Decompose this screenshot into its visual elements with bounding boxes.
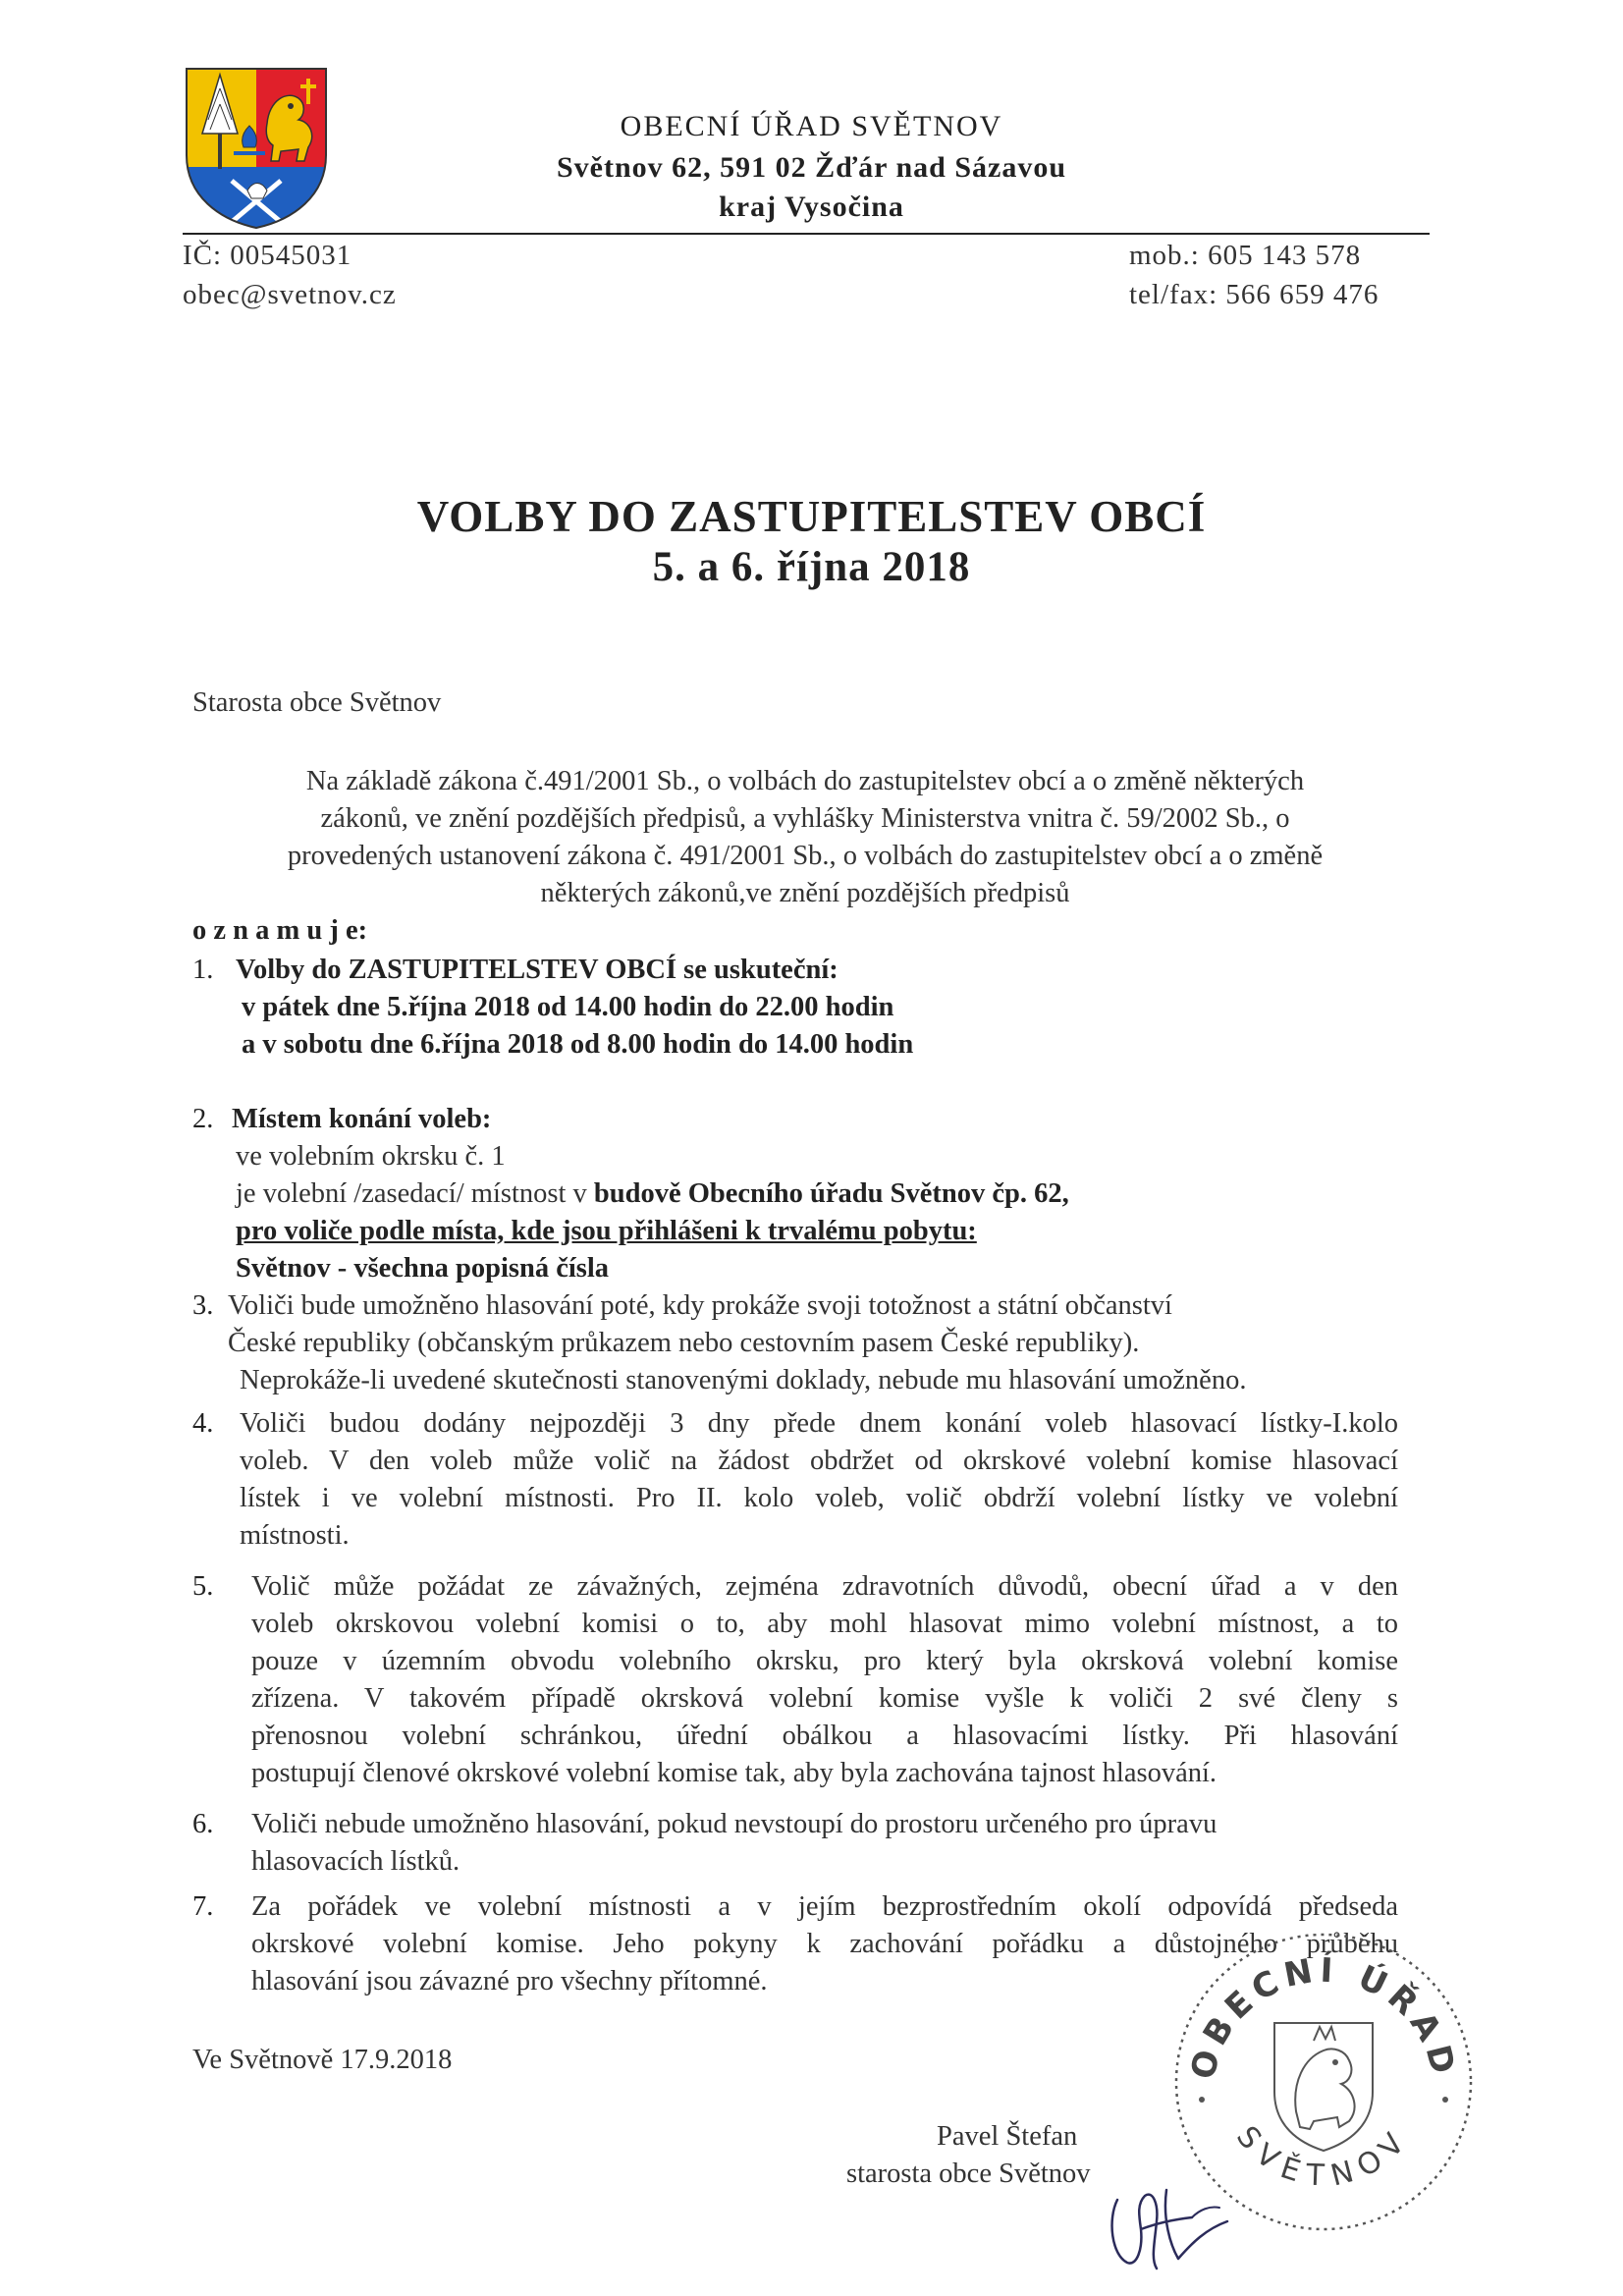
- item-2-line: pro voliče podle místa, kde jsou přihlášeni k trvalému pobytu:: [236, 1216, 977, 1246]
- mobile-number: mob.: 605 143 578: [1129, 240, 1362, 271]
- seal-text-top: OBECNÍ ÚŘAD: [1183, 1950, 1464, 2084]
- item-number: 7.: [192, 1891, 214, 1922]
- signatory-role: starosta obce Světnov: [846, 2159, 1091, 2189]
- item-5-line: voleb okrskovou volební komisi o to, aby mohl hlasovat mimo volební místnost, a to: [251, 1609, 1398, 1639]
- place-date: Ve Světnově 17.9.2018: [192, 2045, 453, 2075]
- intro-line: Na základě zákona č.491/2001 Sb., o volbách do zastupitelstev obcí a o změně některých: [305, 766, 1305, 796]
- intro-line: některých zákonů,ve znění pozdějších předpisů: [540, 878, 1070, 908]
- item-2-line: Světnov - všechna popisná čísla: [236, 1253, 610, 1284]
- item-number: 2.: [192, 1104, 214, 1134]
- item-6-line: hlasovacích lístků.: [251, 1846, 460, 1877]
- office-name: OBECNÍ ÚŘAD SVĚTNOV: [620, 110, 1003, 142]
- item-number: 6.: [192, 1809, 214, 1839]
- item-4-line: Voliči budou dodány nejpozději 3 dny přede dnem konání voleb hlasovací lístky-I.kolo: [240, 1408, 1398, 1439]
- item-4-line: voleb. V den voleb může volič na žádost obdržet od okrskové volební komise hlasovací: [240, 1446, 1398, 1476]
- item-7-line: Za pořádek ve volební místnosti a v jejím bezprostředním okolí odpovídá předseda: [251, 1891, 1398, 1922]
- item-2-line: [236, 1178, 1069, 1210]
- item-2-line: Místem konání voleb:: [232, 1104, 492, 1134]
- item-1-line: v pátek dne 5.října 2018 od 14.00 hodin do 22.00 hodin: [242, 992, 894, 1022]
- item-5-line: Volič může požádat ze závažných, zejména zdravotních důvodů, obecní úřad a v den: [251, 1571, 1398, 1602]
- item-7-line: okrskové volební komise. Jeho pokyny k zachování pořádku a důstojného průběhu: [251, 1929, 1398, 1959]
- header-divider: [183, 233, 1430, 235]
- intro-line: zákonů, ve znění pozdějších předpisů, a vyhlášky Ministerstva vnitra č. 59/2002 Sb., o: [320, 803, 1290, 834]
- item-7-line: hlasování jsou závazné pro všechny přítomné.: [251, 1966, 768, 1996]
- tel-fax-number: tel/fax: 566 659 476: [1129, 279, 1380, 310]
- item-4-line: místnosti.: [240, 1520, 350, 1551]
- signatory-name: Pavel Štefan: [937, 2121, 1078, 2152]
- salutation: Starosta obce Světnov: [192, 687, 442, 718]
- item-3-line: Neprokáže-li uvedené skutečnosti stanovenými doklady, nebude mu hlasování umožněno.: [240, 1365, 1247, 1395]
- item-5-line: pouze v územním obvodu volebního okrsku, pro který byla okrsková volební komise: [251, 1646, 1398, 1676]
- item-number: 4.: [192, 1408, 214, 1439]
- item-2-line: ve volebním okrsku č. 1: [236, 1141, 506, 1172]
- document-title: VOLBY DO ZASTUPITELSTEV OBCÍ: [416, 492, 1207, 541]
- seal-text-bottom: SVĚTNOV: [1229, 2119, 1418, 2194]
- item-number: 5.: [192, 1571, 214, 1602]
- item-1-line: Volby do ZASTUPITELSTEV OBCÍ se uskuteční:: [236, 955, 839, 985]
- svg-text:OBECNÍ ÚŘAD: [1183, 1950, 1464, 2084]
- item-4-line: lístek i ve volební místnosti. Pro II. kolo voleb, volič obdrží volební lístky ve volební: [240, 1483, 1398, 1513]
- item-6-line: Voliči nebude umožněno hlasování, pokud nevstoupí do prostoru určeného pro úpravu: [251, 1809, 1217, 1839]
- svg-text:SVĚTNOV: [1229, 2120, 1418, 2194]
- item-5-line: zřízena. V takovém případě okrsková volební komise vyšle k voliči 2 své členy s: [251, 1683, 1398, 1714]
- item-5-line: přenosnou volební schránkou, úřední obálkou a hlasovacími lístky. Při hlasování: [251, 1721, 1398, 1751]
- email-address: obec@svetnov.cz: [183, 279, 397, 310]
- item-3-line: Voliči bude umožněno hlasování poté, kdy prokáže svoji totožnost a státní občanství: [228, 1290, 1172, 1321]
- item-1-line: a v sobotu dne 6.října 2018 od 8.00 hodin do 14.00 hodin: [242, 1029, 914, 1060]
- item-3-line: České republiky (občanským průkazem nebo cestovním pasem České republiky).: [228, 1328, 1140, 1358]
- election-dates: 5. a 6. října 2018: [652, 544, 971, 590]
- intro-line: provedených ustanovení zákona č. 491/2001 Sb., o volbách do zastupitelstev obcí a o změně: [287, 841, 1324, 871]
- ico-number: IČ: 00545031: [183, 240, 352, 271]
- announces-label: o z n a m u j e:: [192, 915, 368, 946]
- item-number: 1.: [192, 955, 214, 985]
- item-number: 3.: [192, 1290, 214, 1321]
- item-5-line: postupují členové okrskové volební komise tak, aby byla zachována tajnost hlasování.: [251, 1758, 1217, 1788]
- office-region: kraj Vysočina: [719, 191, 904, 223]
- handwritten-signature: [1098, 2160, 1245, 2278]
- item-2-location-text: je volební /zasedací/ místnost v: [236, 1178, 594, 1209]
- item-2-location-building: budově Obecního úřadu Světnov čp. 62,: [593, 1178, 1069, 1209]
- office-address: Světnov 62, 591 02 Žďár nad Sázavou: [556, 151, 1066, 184]
